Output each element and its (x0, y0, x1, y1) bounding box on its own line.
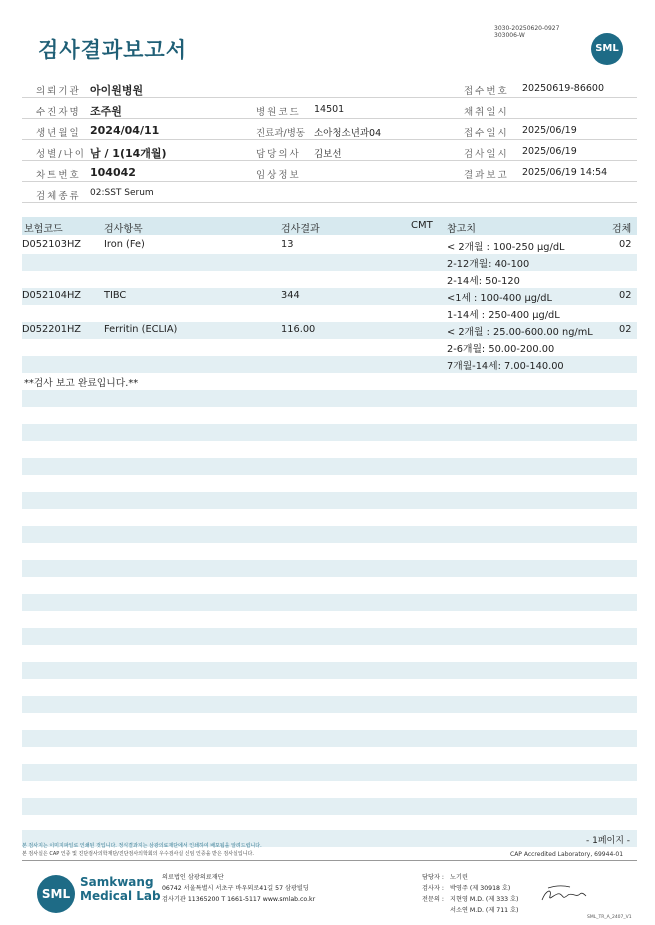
info-label: 결과보고 (464, 170, 509, 181)
document-number (494, 25, 559, 39)
info-label: 임상정보 (256, 170, 301, 181)
stripe (22, 390, 637, 407)
info-label: 채취일시 (464, 107, 509, 118)
hospital-name: 아이원병원 (90, 84, 144, 97)
department: 소아청소년과04 (314, 128, 382, 139)
staff-name: 지현영 M.D. (제 333 호) (450, 896, 519, 903)
info-row (22, 78, 637, 98)
col-header-item: 검사항목 (104, 224, 143, 235)
info-row (22, 99, 637, 119)
sml-logo: SML (591, 33, 623, 65)
reference-range: < 2개월 : 25.00-600.00 ng/mL (447, 327, 593, 338)
results-table-header (22, 217, 637, 235)
test-item: TIBC (104, 290, 127, 301)
stripe (22, 730, 637, 747)
col-header-cmt: CMT (411, 220, 433, 231)
info-label: 담당의사 (256, 149, 301, 160)
info-label: 검체종류 (36, 191, 81, 202)
stripe (22, 560, 637, 577)
completion-note: **검사 보고 완료입니다.** (24, 378, 139, 389)
address-line: 검사기관 11365200 T 1661-5117 www.smlab.co.kr (162, 896, 316, 903)
specimen-code: 02 (619, 239, 632, 250)
reference-range: 7개월-14세: 7.00-140.00 (447, 361, 564, 372)
insurance-code: D052201HZ (22, 324, 82, 335)
sml-logo-footer: SML (37, 875, 75, 913)
patient-name: 조주원 (90, 105, 122, 118)
info-label: 병원코드 (256, 107, 301, 118)
address-line: 의료법인 삼광의료재단 (162, 874, 224, 881)
page-number: - 1페이지 - (586, 836, 631, 846)
footer-note (22, 842, 262, 858)
info-row (22, 120, 637, 140)
staff-label: 전문의 : (422, 896, 444, 903)
staff-labels (414, 872, 444, 905)
specimen-type: 02:SST Serum (90, 188, 154, 198)
document-number-line-2: 303006-W (494, 32, 525, 39)
info-label: 접수번호 (464, 86, 509, 97)
birth-date: 2024/04/11 (90, 124, 160, 137)
receipt-number: 20250619-86600 (522, 83, 605, 94)
info-label: 차트번호 (36, 170, 81, 181)
stripe (22, 594, 637, 611)
brand-line: Medical Lab (80, 889, 161, 903)
test-result: 13 (281, 239, 294, 250)
reference-range: 2-12개월: 40-100 (447, 259, 530, 270)
brand-name (80, 875, 161, 903)
stripe (22, 424, 637, 441)
info-row (22, 183, 637, 203)
stripe (22, 492, 637, 509)
insurance-code: D052104HZ (22, 290, 82, 301)
doctor-name: 김보선 (314, 149, 342, 160)
stripe (22, 526, 637, 543)
test-date: 2025/06/19 (522, 146, 577, 157)
test-item: Ferritin (ECLIA) (104, 324, 178, 335)
footer-divider (22, 860, 637, 861)
reference-range: 1-14세 : 250-400 μg/dL (447, 310, 560, 321)
stripe (22, 458, 637, 475)
stripe (22, 628, 637, 645)
test-result: 344 (281, 290, 300, 301)
signature-image (540, 882, 588, 908)
address-line: 06742 서울특별시 서초구 바우뫼로41길 57 삼광빌딩 (162, 885, 309, 892)
footer-note-line: 본 검사실은 CAP 인증 및 진단검사의학재단/진단검사의학회의 우수검사실 신임 인증을 받은 검사실입니다. (22, 851, 254, 857)
info-row (22, 141, 637, 161)
brand-line: Samkwang (80, 875, 154, 889)
receipt-date: 2025/06/19 (522, 125, 577, 136)
info-label: 수진자명 (36, 107, 81, 118)
hospital-code: 14501 (314, 104, 345, 115)
chart-number: 104042 (90, 166, 136, 179)
specimen-code: 02 (619, 324, 632, 335)
test-item: Iron (Fe) (104, 239, 145, 250)
col-header-reference: 참고치 (447, 224, 476, 235)
insurance-code: D052103HZ (22, 239, 82, 250)
staff-label: 검사자 : (422, 885, 444, 892)
info-label: 검사일시 (464, 149, 509, 160)
cap-accreditation: CAP Accredited Laboratory, 69944-01 (510, 851, 624, 858)
staff-name: 노기린 (450, 874, 468, 881)
staff-name: 박영주 (제 30918 호) (450, 885, 511, 892)
reference-range: 2-14세: 50-120 (447, 276, 520, 287)
reference-range: < 2개월 : 100-250 μg/dL (447, 242, 565, 253)
info-label: 진료과/병동 (256, 128, 306, 139)
staff-label: 담당자 : (422, 874, 444, 881)
stripe (22, 798, 637, 815)
stripe (22, 696, 637, 713)
col-header-result: 검사결과 (281, 224, 320, 235)
test-result: 116.00 (281, 324, 316, 335)
info-label: 성별/나이 (36, 149, 86, 160)
form-code: SML_TR_A_2407_V1 (587, 915, 632, 920)
document-number-line-1: 3030-20250620-0927 (494, 25, 560, 32)
reference-range: 2-6개월: 50.00-200.00 (447, 344, 555, 355)
institution-address (162, 872, 315, 905)
reference-range: <1세 : 100-400 μg/dL (447, 293, 552, 304)
staff-names (450, 872, 518, 916)
col-header-code: 보험코드 (24, 224, 63, 235)
info-label: 접수일시 (464, 128, 509, 139)
stripe (22, 254, 637, 271)
info-label: 의뢰기관 (36, 86, 81, 97)
page-title: 검사결과보고서 (38, 38, 188, 62)
info-row (22, 162, 637, 182)
stripe (22, 764, 637, 781)
info-label: 생년월일 (36, 128, 81, 139)
sex-age: 남 / 1(14개월) (90, 147, 167, 160)
report-datetime: 2025/06/19 14:54 (522, 167, 608, 178)
footer-note-line: 본 검사지는 이미지파일로 인쇄된 것입니다. 정식결과지는 삼광의료재단에서 인쇄하여 배포됨을 알려드립니다. (22, 843, 262, 849)
staff-name: 서소연 M.D. (제 711 호) (450, 907, 519, 914)
specimen-code: 02 (619, 290, 632, 301)
col-header-specimen: 검체 (612, 224, 632, 235)
stripe (22, 662, 637, 679)
